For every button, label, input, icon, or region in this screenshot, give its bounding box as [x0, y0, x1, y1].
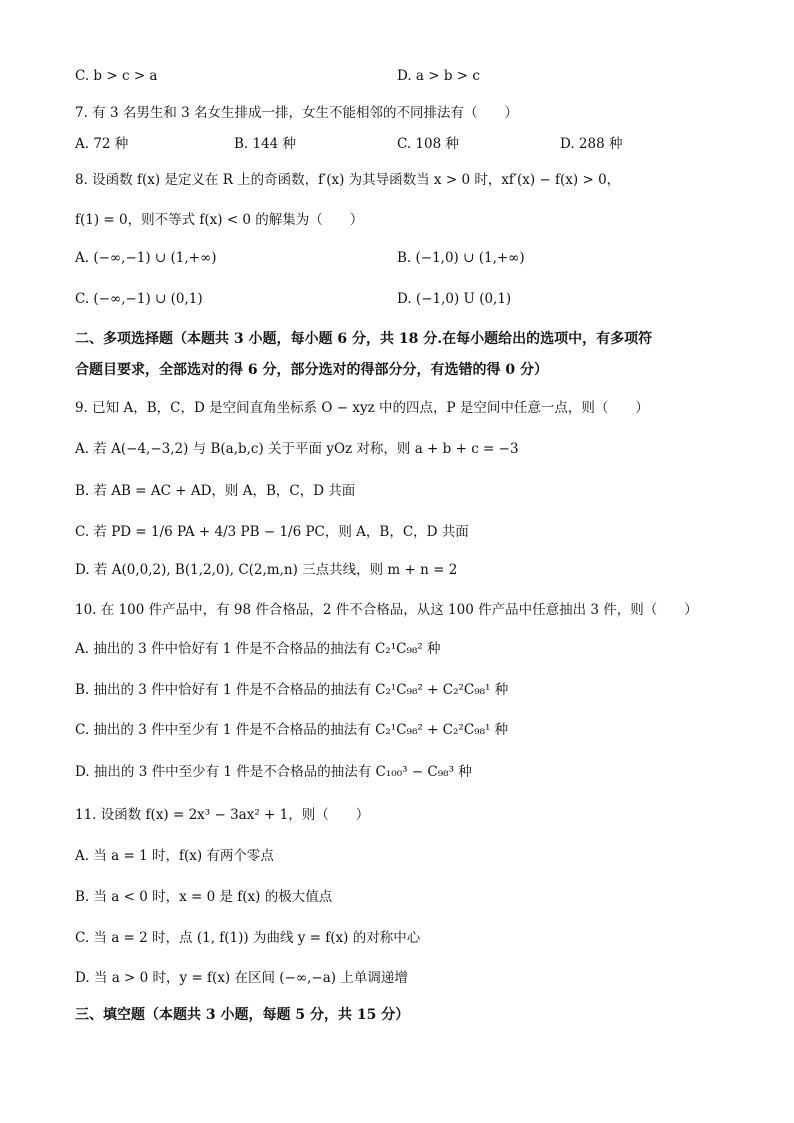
question-6-option-d: D. a > b > c: [397, 68, 480, 84]
question-9-option-a: A. 若 A(−4,−3,2) 与 B(a,b,c) 关于平面 yOz 对称，则 a + b + c = −3: [75, 441, 519, 457]
question-10-option-a: A. 抽出的 3 件中恰好有 1 件是不合格品的抽法有 C₂¹C₉₈² 种: [75, 641, 441, 657]
question-7-option-a: A. 72 种: [75, 136, 129, 152]
question-10-option-c: C. 抽出的 3 件中至少有 1 件是不合格品的抽法有 C₂¹C₉₈² + C₂²C₉₈¹ 种: [75, 722, 509, 738]
question-11-option-b: B. 当 a < 0 时，x = 0 是 f(x) 的极大值点: [75, 889, 333, 905]
question-9-option-d: D. 若 A(0,0,2), B(1,2,0), C(2,m,n) 三点共线，则 m + n = 2: [75, 562, 458, 578]
question-11-option-a: A. 当 a = 1 时，f(x) 有两个零点: [75, 848, 274, 864]
section-3-heading: 三、填空题（本题共 3 小题，每题 5 分，共 15 分）: [75, 1007, 410, 1023]
question-8-option-c: C. (−∞,−1) ∪ (0,1): [75, 291, 203, 307]
question-9-option-c: C. 若 PD = 1/6 PA + 4/3 PB − 1/6 PC，则 A，B，C，D 共面: [75, 524, 469, 540]
question-10-option-d: D. 抽出的 3 件中至少有 1 件是不合格品的抽法有 C₁₀₀³ − C₉₈³ 种: [75, 764, 472, 780]
question-11: 11. 设函数 f(x) = 2x³ − 3ax² + 1，则（ ）: [75, 807, 370, 823]
question-7: 7. 有 3 名男生和 3 名女生排成一排，女生不能相邻的不同排法有（ ）: [75, 105, 519, 121]
section-2-heading-line-1: 二、多项选择题（本题共 3 小题，每小题 6 分，共 18 分.在每小题给出的选项中，有多项符: [75, 331, 653, 347]
question-11-option-c: C. 当 a = 2 时，点 (1, f(1)) 为曲线 y = f(x) 的对称中心: [75, 930, 421, 946]
question-9: 9. 已知 A，B，C，D 是空间直角坐标系 O − xyz 中的四点，P 是空间中任意一点，则（ ）: [75, 400, 649, 416]
question-7-option-b: B. 144 种: [234, 136, 297, 152]
question-8-option-d: D. (−1,0) U (0,1): [397, 291, 512, 307]
question-6-option-c: C. b > c > a: [75, 68, 158, 84]
question-8-line-2: f(1) = 0，则不等式 f(x) < 0 的解集为（ ）: [75, 212, 364, 228]
question-8-line-1: 8. 设函数 f(x) 是定义在 R 上的奇函数，f′(x) 为其导函数当 x > 0 时，xf′(x) − f(x) > 0，: [75, 172, 621, 188]
question-9-option-b: B. 若 AB = AC + AD，则 A，B，C，D 共面: [75, 483, 356, 499]
question-10: 10. 在 100 件产品中，有 98 件合格品，2 件不合格品，从这 100 件产品中任意抽出 3 件，则（ ）: [75, 602, 698, 618]
question-10-option-b: B. 抽出的 3 件中恰好有 1 件是不合格品的抽法有 C₂¹C₉₈² + C₂²C₉₈¹ 种: [75, 682, 509, 698]
question-7-option-c: C. 108 种: [397, 136, 459, 152]
question-11-option-d: D. 当 a > 0 时，y = f(x) 在区间 (−∞,−a) 上单调递增: [75, 970, 408, 986]
question-8-option-a: A. (−∞,−1) ∪ (1,+∞): [75, 250, 217, 266]
question-8-option-b: B. (−1,0) ∪ (1,+∞): [397, 250, 525, 266]
question-7-option-d: D. 288 种: [560, 136, 623, 152]
section-2-heading-line-2: 合题目要求，全部选对的得 6 分，部分选对的得部分分，有选错的得 0 分）: [75, 362, 548, 378]
